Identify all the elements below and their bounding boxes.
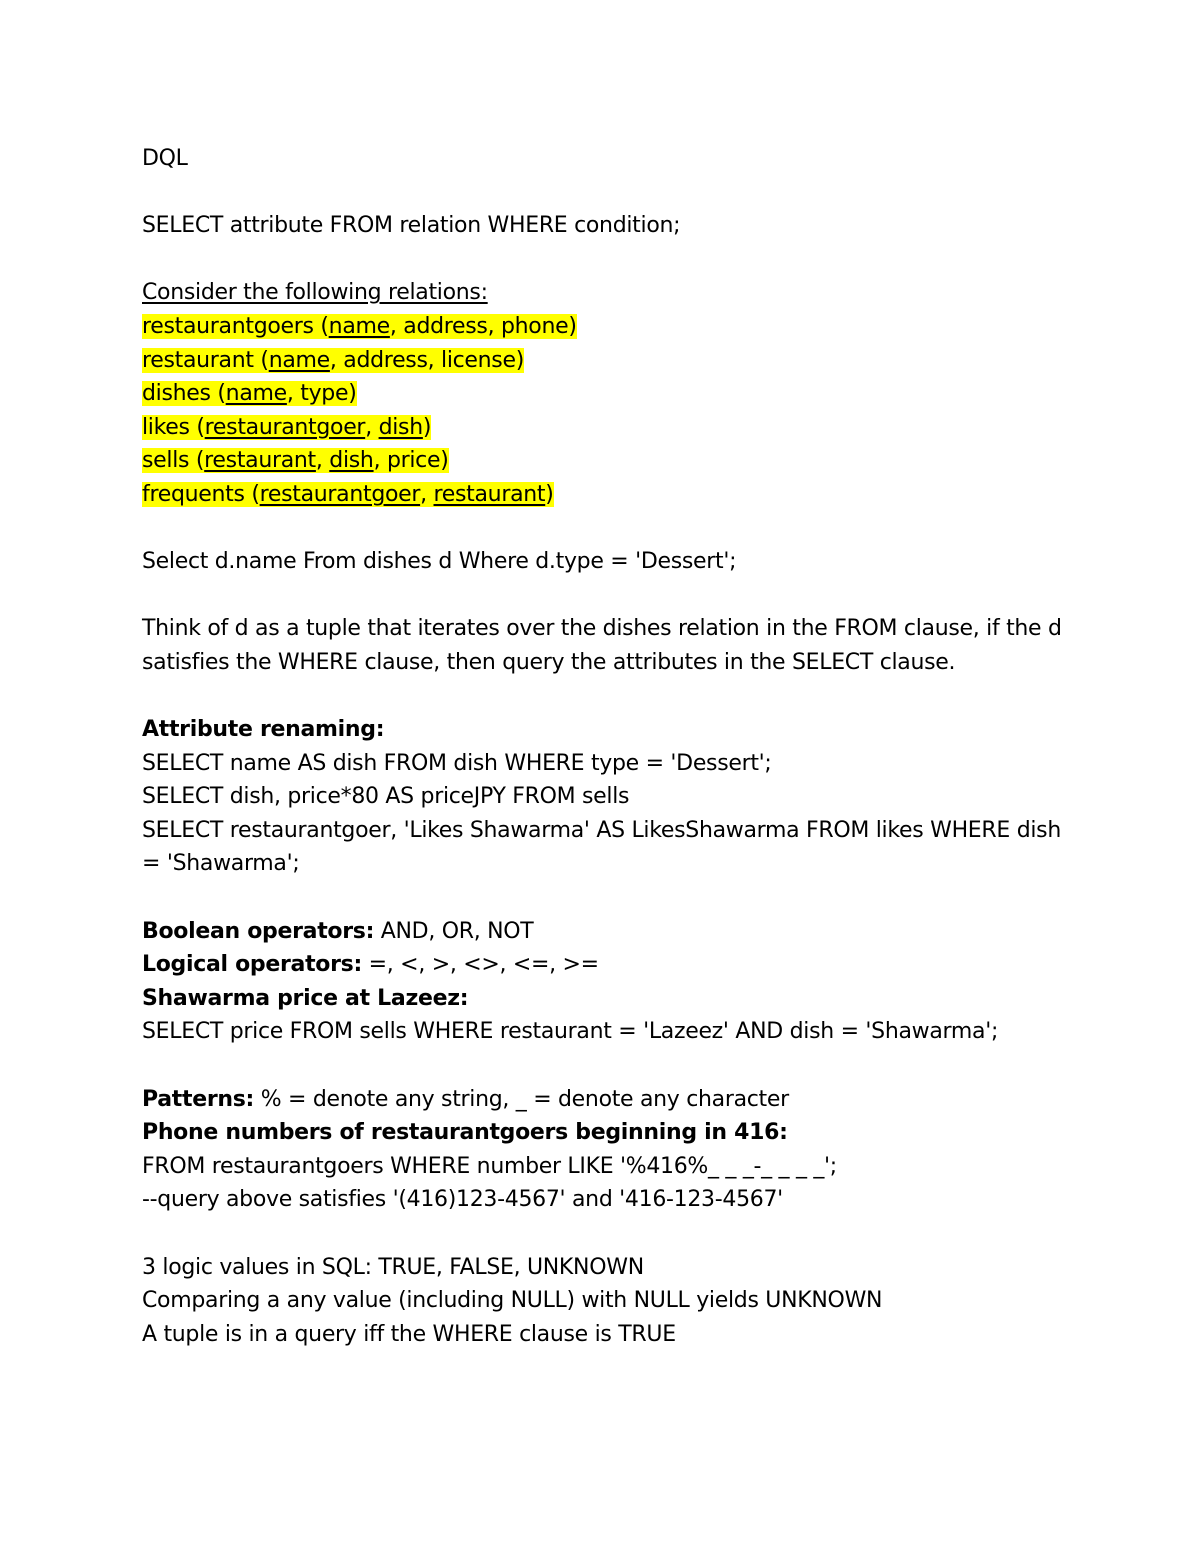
renaming-query-3: SELECT restaurantgoer, 'Likes Shawarma' AS LikesShawarma FROM likes WHERE dish = 'Shawarma'; — [142, 817, 1061, 877]
explanation-paragraph: Think of d as a tuple that iterates over the dishes relation in the FROM clause, if the d satisfies the WHERE clause, then query the attributes in the SELECT clause. — [142, 616, 1062, 675]
spacer — [142, 579, 1062, 613]
patterns-line: Patterns: % = denote any string, _ = denote any character — [142, 1086, 789, 1112]
example-query: Select d.name From dishes d Where d.type = 'Dessert'; — [142, 549, 737, 575]
relation-restaurant: restaurant (name, address, license) — [142, 347, 524, 373]
renaming-query-1: SELECT name AS dish FROM dish WHERE type = 'Dessert'; — [142, 750, 772, 776]
relation-dishes: dishes (name, type) — [142, 381, 357, 407]
spacer — [142, 512, 1062, 546]
relations-heading: Consider the following relations: — [142, 280, 488, 306]
spacer — [142, 881, 1062, 915]
phone-note: --query above satisfies '(416)123-4567' and '416-123-4567' — [142, 1187, 783, 1213]
shawarma-heading: Shawarma price at Lazeez: — [142, 985, 469, 1011]
relation-likes: likes (restaurantgoer, dish) — [142, 414, 432, 440]
phone-heading: Phone numbers of restaurantgoers beginning in 416: — [142, 1120, 788, 1146]
relation-sells: sells (restaurant, dish, price) — [142, 448, 449, 474]
renaming-heading: Attribute renaming: — [142, 717, 385, 743]
logic-values-line: 3 logic values in SQL: TRUE, FALSE, UNKNOWN — [142, 1254, 644, 1280]
select-syntax: SELECT attribute FROM relation WHERE condition; — [142, 213, 681, 239]
relation-frequents: frequents (restaurantgoer, restaurant) — [142, 481, 554, 507]
tuple-rule-line: A tuple is in a query iff the WHERE clause is TRUE — [142, 1321, 676, 1347]
phone-query: FROM restaurantgoers WHERE number LIKE '%416%_ _ _-_ _ _ _'; — [142, 1153, 837, 1179]
spacer — [142, 1217, 1062, 1251]
spacer — [142, 243, 1062, 277]
boolean-operators: Boolean operators: AND, OR, NOT — [142, 918, 534, 944]
spacer — [142, 680, 1062, 714]
logical-operators: Logical operators: =, <, >, <>, <=, >= — [142, 952, 599, 978]
null-comparison-line: Comparing a any value (including NULL) with NULL yields UNKNOWN — [142, 1288, 883, 1314]
document-body — [142, 142, 1062, 1351]
spacer — [142, 1049, 1062, 1083]
document-title: DQL — [142, 146, 188, 171]
shawarma-query: SELECT price FROM sells WHERE restaurant = 'Lazeez' AND dish = 'Shawarma'; — [142, 1019, 999, 1045]
spacer — [142, 176, 1062, 210]
relation-restaurantgoers: restaurantgoers (name, address, phone) — [142, 313, 577, 339]
renaming-query-2: SELECT dish, price*80 AS priceJPY FROM sells — [142, 784, 630, 810]
